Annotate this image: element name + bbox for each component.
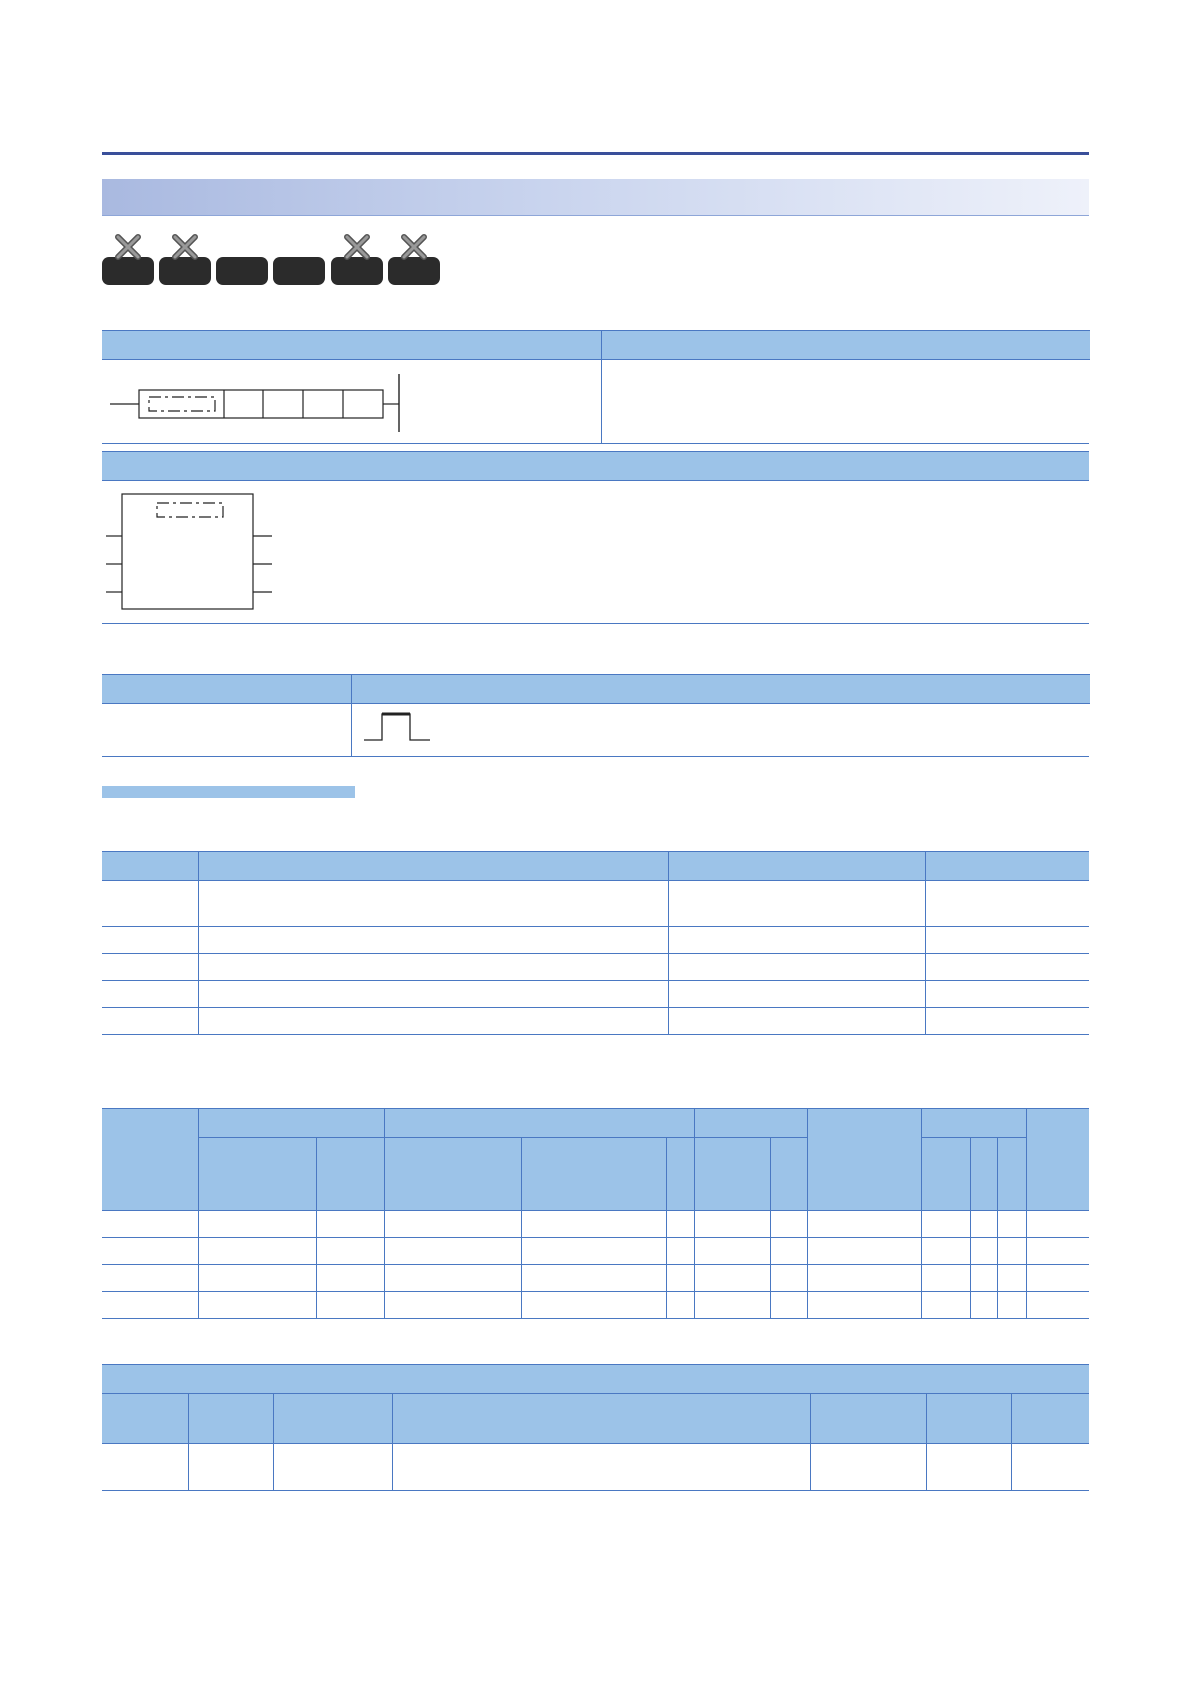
execution-condition-header <box>102 674 351 704</box>
cross-mark-icon <box>113 232 143 262</box>
header-rule <box>102 152 1089 155</box>
applicable-devices-table <box>102 1108 1089 1319</box>
ladder-header-cell <box>102 330 601 360</box>
cpu-badge <box>273 257 325 285</box>
cross-mark-icon <box>399 232 429 262</box>
table-header-cell <box>921 1109 1026 1138</box>
table-row <box>102 1008 1089 1035</box>
table-header-cell <box>384 1109 694 1138</box>
table-row <box>102 1265 1089 1292</box>
cross-mark-icon <box>170 232 200 262</box>
table-row <box>102 954 1089 981</box>
table-row <box>102 1211 1089 1238</box>
instruction-title-band <box>102 179 1089 216</box>
table-header-cell <box>102 1109 198 1211</box>
execution-condition-row <box>102 702 1089 757</box>
execution-condition-header <box>351 674 1090 704</box>
table-header-cell <box>198 852 668 881</box>
rising-pulse-icon <box>360 708 434 744</box>
table-header-cell <box>102 1365 1089 1394</box>
table-header-cell <box>668 852 925 881</box>
st-header-cell <box>601 330 1090 360</box>
fbd-header-cell <box>102 451 1089 481</box>
table-row <box>102 981 1089 1008</box>
cpu-badge <box>216 257 268 285</box>
operand-description-table <box>102 851 1089 1035</box>
table-header-cell <box>694 1109 807 1138</box>
cpu-applicability-row <box>102 232 442 290</box>
table-row <box>102 927 1089 954</box>
table-header-cell <box>807 1109 921 1211</box>
table-row <box>102 881 1089 927</box>
table-header-cell <box>102 852 198 881</box>
table-row <box>102 1238 1089 1265</box>
table-header-cell <box>1026 1109 1089 1211</box>
fbd-block-symbol <box>102 490 282 614</box>
cross-mark-icon <box>342 232 372 262</box>
setting-data-heading-bar <box>102 786 355 798</box>
table-row <box>102 1444 1089 1491</box>
table-header-cell <box>198 1109 384 1138</box>
table-header-cell <box>925 852 1089 881</box>
processing-details-table <box>102 1364 1089 1491</box>
ladder-instruction-symbol <box>102 368 422 436</box>
table-row <box>102 1292 1089 1319</box>
